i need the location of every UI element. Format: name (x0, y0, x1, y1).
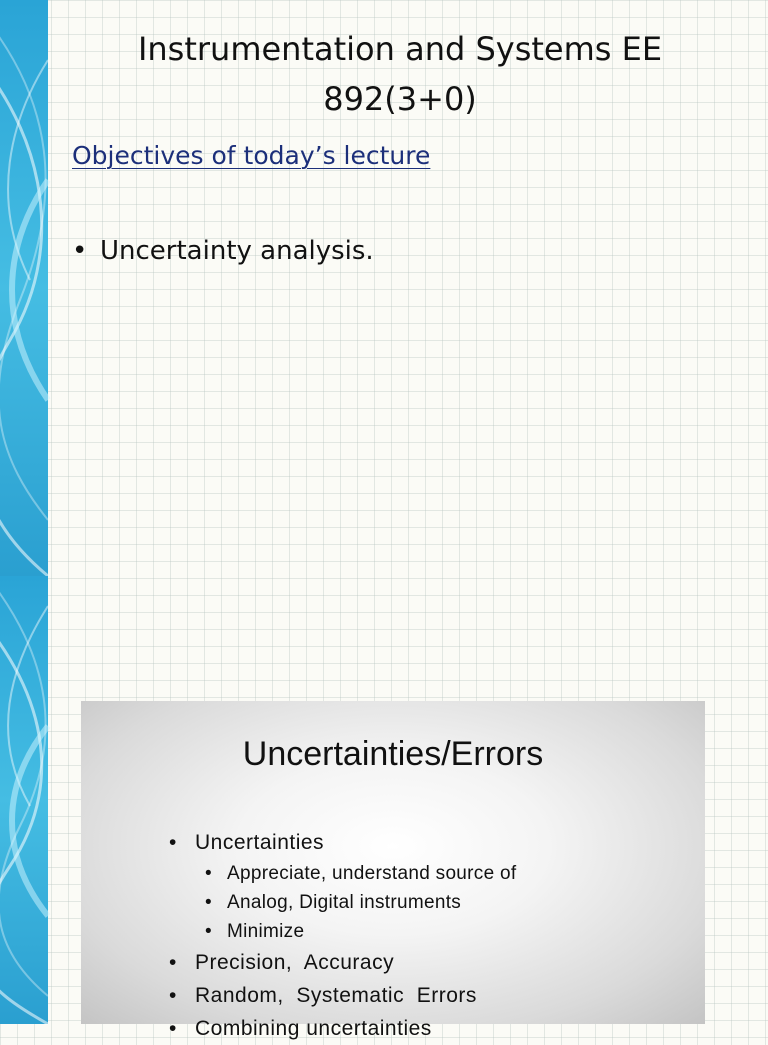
list-item (169, 859, 517, 888)
bullet-icon: • (169, 951, 177, 974)
list-item (169, 826, 517, 859)
list-item (169, 1012, 517, 1045)
list-item-text: Appreciate, understand source of (227, 863, 517, 884)
list-item-text: Random, Systematic Errors (195, 984, 477, 1007)
swirl-decoration-icon (0, 576, 48, 1024)
list-item (169, 979, 517, 1012)
bullet-icon: • (169, 1017, 177, 1040)
bullet-icon: • (205, 863, 212, 884)
slide-title (110, 24, 690, 124)
list-item (72, 236, 374, 266)
embedded-slide-list (169, 826, 517, 1045)
embedded-slide-image (81, 701, 705, 1040)
bullet-icon: • (72, 236, 88, 266)
list-item-text: Precision, Accuracy (195, 951, 395, 974)
decorative-side-band-bottom (0, 576, 48, 1024)
objective-text: Uncertainty analysis. (100, 236, 374, 266)
bullet-icon: • (205, 892, 212, 913)
list-item (169, 888, 517, 917)
list-item-text: Analog, Digital instruments (227, 892, 462, 913)
list-item-text: Minimize (227, 921, 305, 942)
objectives-list (72, 236, 374, 266)
swirl-decoration-icon (0, 0, 48, 576)
slide-title-line2: 892(3+0) (323, 80, 477, 118)
decorative-side-band-top (0, 0, 48, 576)
list-item (169, 946, 517, 979)
list-item-text: Uncertainties (195, 831, 325, 854)
bullet-icon: • (169, 984, 177, 1007)
bullet-icon: • (169, 831, 177, 854)
slide-title-line1: Instrumentation and Systems EE (137, 30, 663, 68)
bullet-icon: • (205, 921, 212, 942)
objectives-heading: Objectives of today’s lecture (72, 141, 431, 170)
embedded-slide-title: Uncertainties/Errors (242, 735, 544, 773)
list-item-text: Combining uncertainties (195, 1017, 432, 1040)
list-item (169, 917, 517, 946)
